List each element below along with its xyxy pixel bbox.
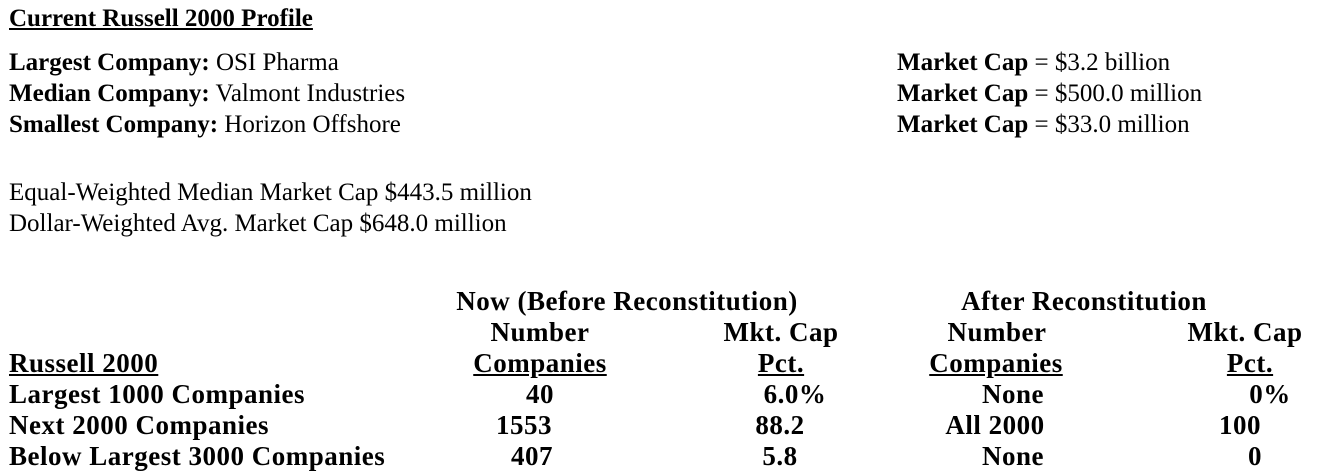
table-cell-now-number: 407 (511, 441, 553, 471)
col-after-number-top: Number (947, 317, 1047, 347)
table-cell-now-pct: 5.8 (762, 441, 798, 471)
col-after-number-bottom: Companies (929, 348, 1063, 378)
table-cell-now-number: 1553 (496, 410, 552, 440)
group-header-now: Now (Before Reconstitution) (456, 286, 798, 316)
largest-company-label: Largest Company: (9, 49, 210, 76)
smallest-company-cap (897, 109, 1190, 140)
col-now-number-bottom: Companies (473, 348, 607, 378)
table-cell-now-pct: 6.0% (763, 379, 827, 409)
smallest-company-name: Horizon Offshore (224, 111, 401, 138)
group-header-after: After Reconstitution (961, 286, 1207, 316)
median-company-line (9, 78, 405, 109)
median-company-cap (897, 78, 1202, 109)
smallest-company-line (9, 109, 401, 140)
col-now-cap-top: Mkt. Cap (723, 317, 839, 347)
table-row-label: Largest 1000 Companies (9, 379, 305, 409)
profile-title: Current Russell 2000 Profile (9, 5, 313, 32)
col-after-cap-top: Mkt. Cap (1187, 317, 1303, 347)
col-after-cap-bottom: Pct. (1226, 348, 1274, 378)
largest-company-cap (897, 47, 1170, 78)
equal-weighted-median: Equal-Weighted Median Market Cap $443.5 million (9, 179, 532, 206)
market-cap-value: = $3.2 billion (1034, 49, 1171, 76)
dollar-weighted-avg: Dollar-Weighted Avg. Market Cap $648.0 million (9, 210, 507, 237)
col-now-number-top: Number (490, 317, 590, 347)
market-cap-value: = $500.0 million (1034, 80, 1203, 107)
table-cell-after-number: None (982, 379, 1044, 409)
table-cell-after-pct: 0 (1248, 441, 1262, 471)
median-company-label: Median Company: (9, 80, 210, 107)
col-now-cap-bottom: Pct. (757, 348, 805, 378)
table-cell-after-number: All 2000 (945, 410, 1045, 440)
largest-company-name: OSI Pharma (215, 49, 339, 76)
table-cell-now-pct: 88.2 (755, 410, 805, 440)
market-cap-value: = $33.0 million (1034, 111, 1190, 138)
largest-company-line (9, 47, 339, 78)
median-company-name: Valmont Industries (215, 80, 406, 107)
smallest-company-label: Smallest Company: (9, 111, 219, 138)
table-cell-after-pct: 100 (1219, 410, 1261, 440)
market-cap-label: Market Cap (897, 80, 1029, 107)
table-row-label: Next 2000 Companies (9, 410, 269, 440)
row-header: Russell 2000 (9, 348, 159, 378)
table-cell-now-number: 40 (526, 379, 554, 409)
table-cell-after-pct: 0% (1249, 379, 1291, 409)
market-cap-label: Market Cap (897, 111, 1029, 138)
market-cap-label: Market Cap (897, 49, 1029, 76)
table-cell-after-number: None (982, 441, 1044, 471)
table-row-label: Below Largest 3000 Companies (9, 441, 386, 471)
